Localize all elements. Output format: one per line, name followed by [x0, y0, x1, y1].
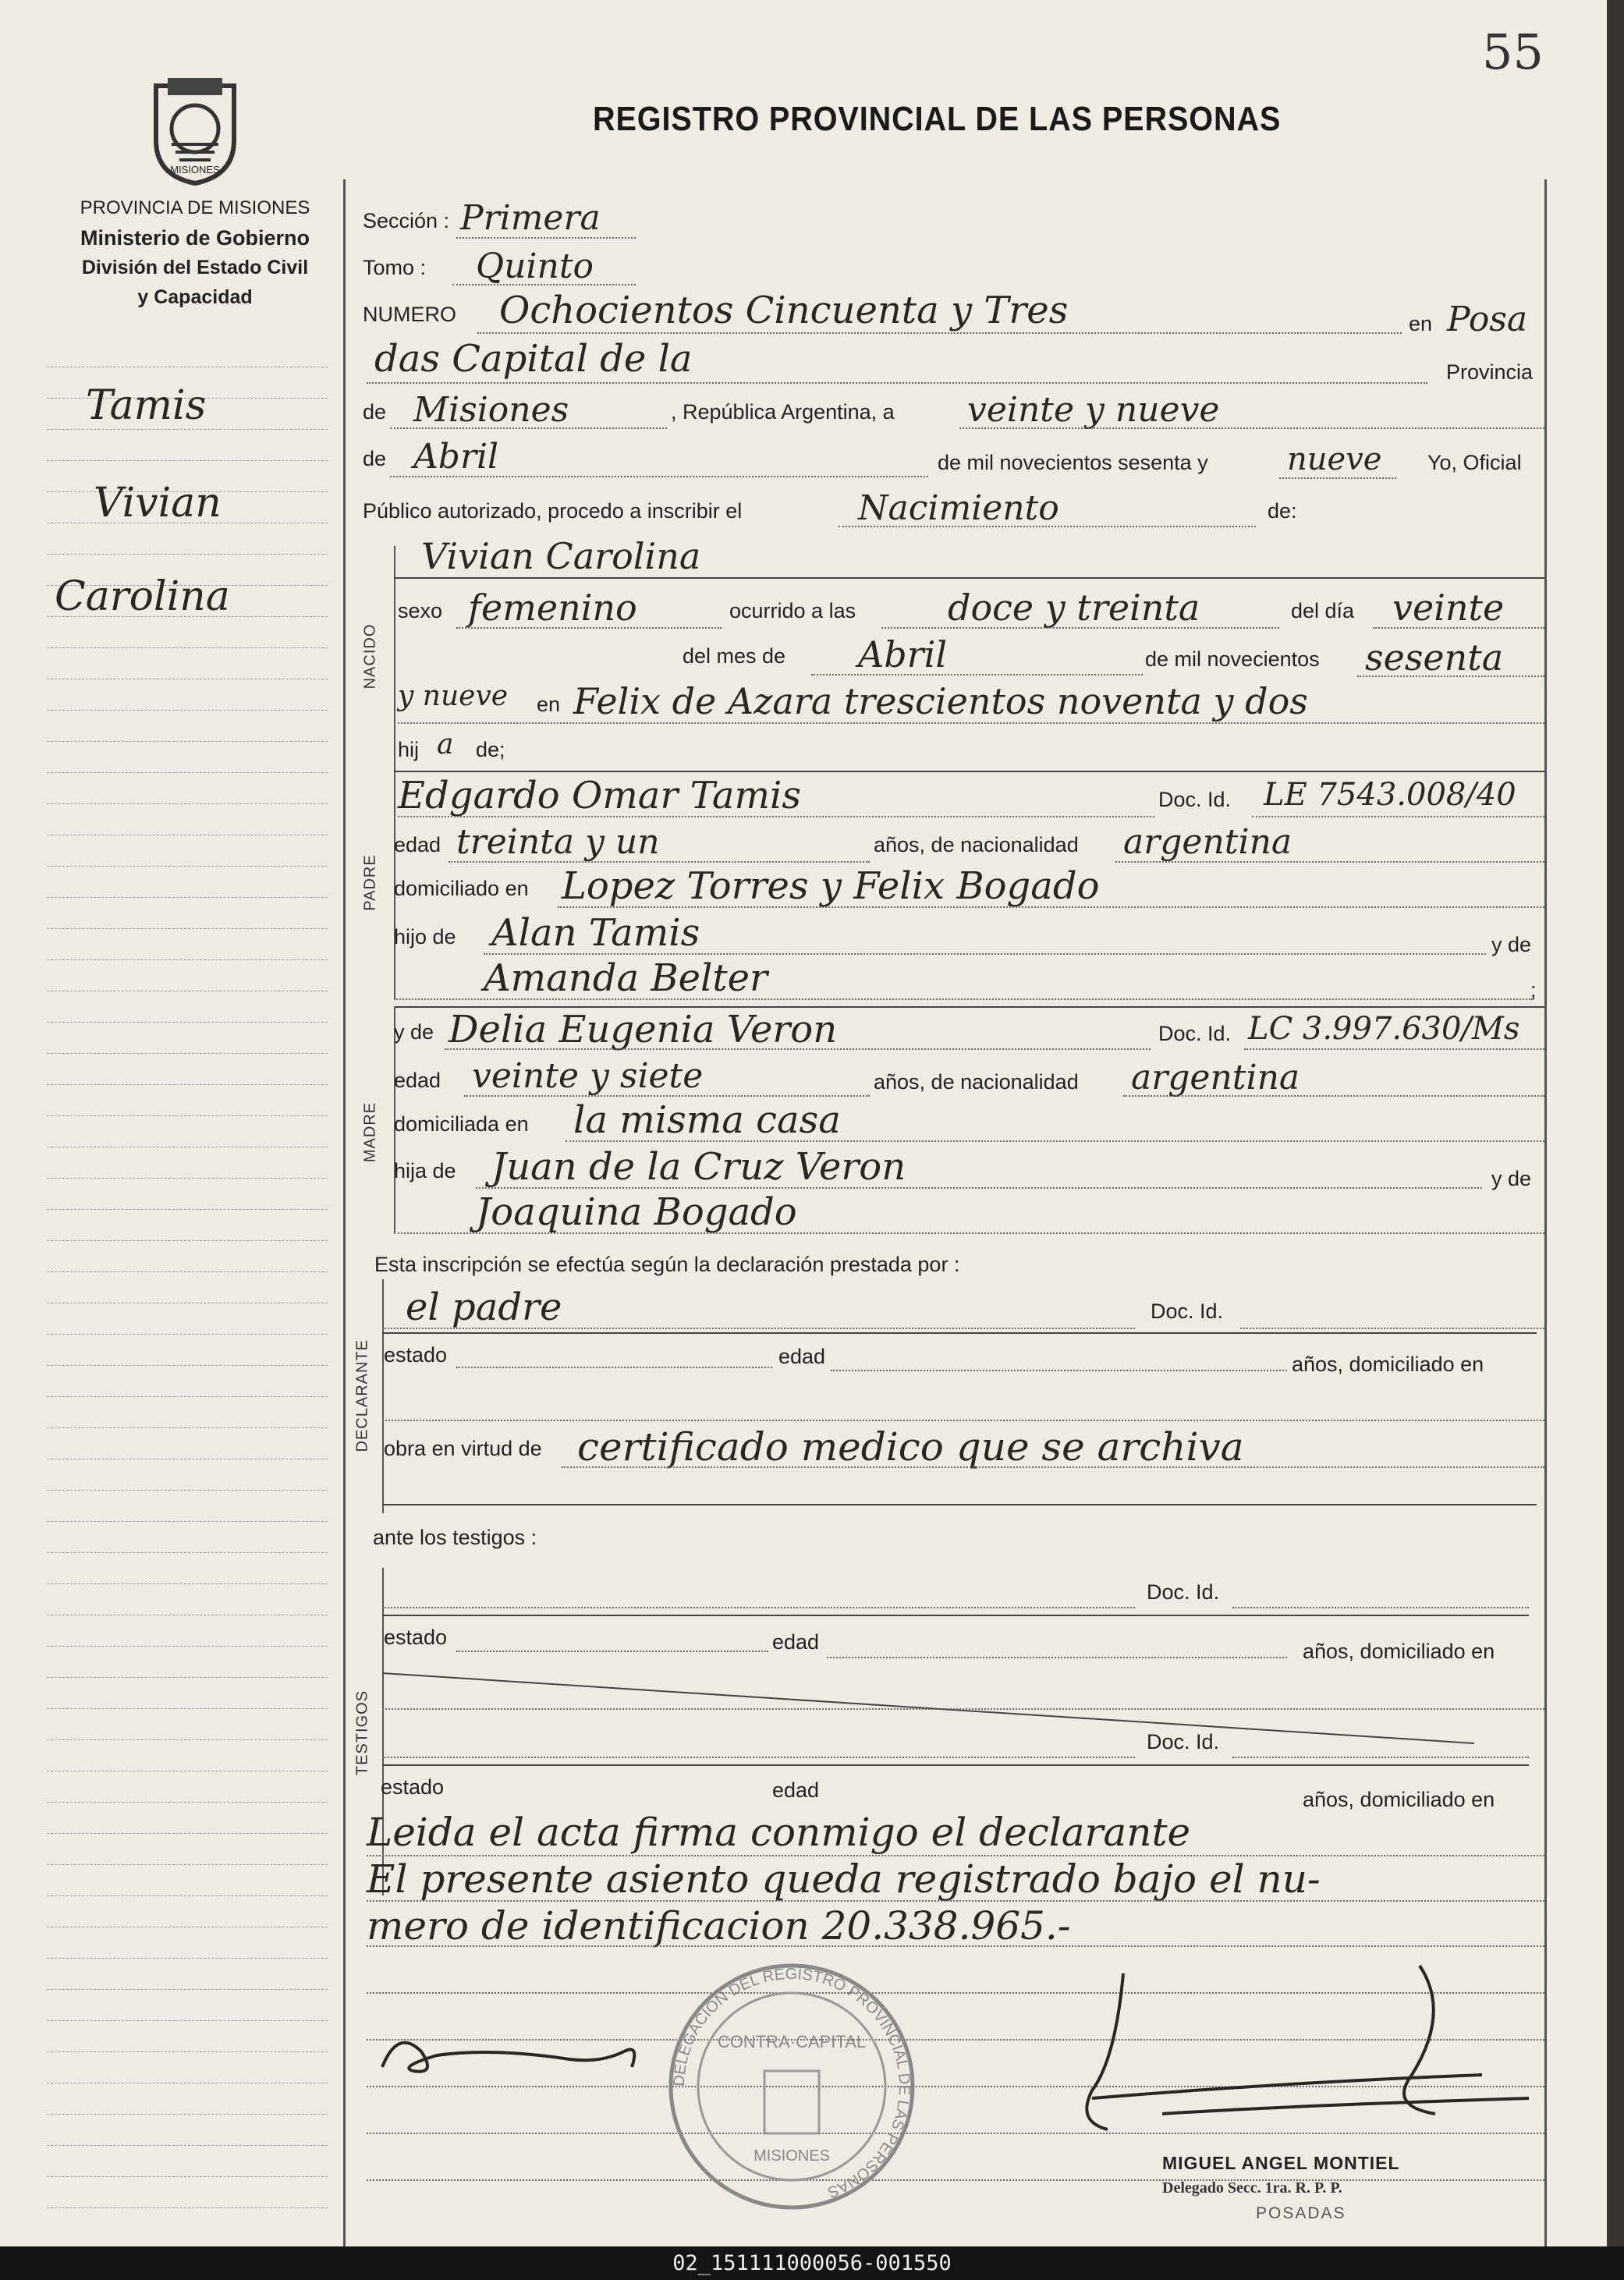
label-declarante-estado: estado	[384, 1343, 448, 1367]
label-testigo2-anos: años, domiciliado en	[1303, 1788, 1495, 1811]
label-y-de: y de	[394, 1020, 434, 1044]
margin-rule	[47, 1396, 328, 1397]
margin-rule	[47, 1646, 328, 1647]
label-hijo-de: hijo de	[394, 925, 456, 949]
margin-rule	[47, 1490, 328, 1491]
label-madre-nac: años, de nacionalidad	[874, 1070, 1079, 1094]
value-padre-nombre: Edgardo Omar Tamis	[398, 774, 802, 817]
margin-rule	[47, 1989, 328, 1990]
signatory-name: MIGUEL ANGEL MONTIEL	[1162, 2153, 1400, 2173]
margin-rule	[47, 710, 328, 711]
value-en: Posa	[1447, 300, 1528, 339]
margin-rule	[47, 647, 328, 648]
margin-rule	[47, 1895, 328, 1896]
label-madre-dom: domiciliada en	[394, 1112, 529, 1136]
margin-rule	[47, 1209, 328, 1210]
margin-rule	[47, 429, 328, 430]
label-declarante-anos: años, domiciliado en	[1292, 1353, 1484, 1376]
label-en-lugar: en	[537, 693, 561, 716]
issuer-line2: Ministerio de Gobierno	[80, 226, 310, 250]
margin-rule	[47, 1053, 328, 1054]
margin-rule	[47, 866, 328, 867]
label-ante: ante los testigos :	[373, 1526, 537, 1549]
value-madre-edad: veinte y siete	[472, 1056, 704, 1096]
stamp-center-text: CONTRA·CAPITAL	[717, 2032, 867, 2051]
label-inscripcion: Esta inscripción se efectúa según la declaración prestada por :	[374, 1253, 960, 1276]
label-seccion: Sección :	[363, 209, 450, 232]
value-padre-nac: argentina	[1123, 822, 1292, 862]
value-sexo: femenino	[468, 587, 637, 629]
section-padre	[343, 772, 395, 998]
issuer-line3: División del Estado Civil	[81, 257, 309, 278]
issuer-line4: y Capacidad	[137, 286, 253, 308]
value-mes: Abril	[858, 633, 948, 675]
label-declarante-edad: edad	[778, 1345, 826, 1368]
margin-rule	[47, 772, 328, 773]
value-declarante: el padre	[406, 1285, 562, 1329]
value-fecha-anio: nueve	[1287, 441, 1382, 477]
value-padre-madre: Amanda Belter	[484, 956, 768, 1000]
margin-rule	[47, 1334, 328, 1335]
margin-rule	[47, 1427, 328, 1428]
margin-rule	[47, 2145, 328, 2146]
section-madre	[343, 1006, 395, 1232]
margin-rule	[47, 1864, 328, 1865]
margin-rule	[47, 1739, 328, 1740]
tab-testigos: TESTIGOS	[353, 1690, 371, 1776]
stamp-bottom-text: MISIONES	[753, 2147, 830, 2165]
value-madre-dom: la misma casa	[573, 1098, 841, 1142]
issuer-block	[31, 193, 359, 312]
margin-rule	[47, 1677, 328, 1678]
label-testigo1-estado: estado	[384, 1626, 448, 1649]
margin-rule	[47, 1115, 328, 1116]
section-declarante	[343, 1279, 384, 1513]
margin-rule	[47, 803, 328, 804]
margin-rule	[47, 897, 328, 898]
tab-nacido: NACIDO	[361, 623, 379, 690]
note-line2: El presente asiento queda registrado bajo el nu-	[367, 1856, 1321, 1902]
value-tomo: Quinto	[476, 246, 594, 286]
label-yo-oficial: Yo, Oficial	[1427, 451, 1522, 474]
value-madre-madre: Joaquina Bogado	[476, 1190, 797, 1234]
document-sheet: 55 MISIONES PROVINCIA DE MISIONES Ministerio de Gobierno División del Estado Civil y Capacidad REGISTRO PROVINCIAL DE LAS PERSONAS Tamis Vivian Carolina Sección : Primera Tomo : Quinto NUMERO Ochocientos Cincuenta y Tres en Posa das Capital de la Provincia de Misiones , República Argentina, a veinte y nueve de Abril de mil novecientos sesenta y nueve Yo, Oficial Público autorizado, procedo a inscribir el Nacimiento de: NACIDO Vivian Carolina sexo femenino ocurrido a las doce y treinta del día veinte del mes de Abril de mil novecientos sesenta y nueve en Felix de Azara trescientos noventa y dos hij a de; PADRE Edgardo Omar Tamis Doc. Id. LE 7543.008/40 edad treinta y un años, de nacionalidad argentina domiciliado en Lopez Torres y Felix Bogado hijo de Alan Tamis y de Amanda Belter ; MADRE y de Delia Eugenia Veron Doc. Id. LC 3.997.630/Ms edad veinte y siete años, de nacionalidad argentina domiciliada en la misma casa hija de Juan de la Cruz Veron y de Joaquina Bogado Esta inscripción se efectúa según la declaración prestada por : DECLARANTE el padre Doc. Id. estado edad años, domiciliado en obra en virtud de certificado medico que se archiva ante los testigos : TESTIGOS Doc. Id. estado edad años, domiciliado en Doc. Id. estado edad años, domiciliado en Leida el acta firma conmigo el declarante El presente asiento queda registrado bajo el nu- mero de identificacion 20.338.965.- DELEGACION DEL REGISTRO PROVINCIAL DE LAS PERSONAS CONTRA·CAPITAL MISIONES MIGUEL ANGEL MONTIEL Delegado Secc. 1ra. R. P. P. POSADAS	[0, 0, 1607, 2246]
margin-firstname: Vivian	[94, 480, 222, 527]
crest-text: MISIONES	[170, 164, 220, 176]
value-padre-dom: Lopez Torres y Felix Bogado	[562, 864, 1100, 908]
label-de-mil: de mil novecientos	[1145, 647, 1320, 671]
label-de2: de	[363, 447, 387, 470]
right-border	[1544, 179, 1547, 2246]
label-testigo1-edad: edad	[772, 1630, 820, 1654]
note-line3: mero de identificacion 20.338.965.-	[367, 1903, 1071, 1948]
value-nombre: Vivian Carolina	[421, 535, 701, 577]
label-padre-yde: y de	[1491, 933, 1532, 956]
value-provincia: Misiones	[413, 390, 569, 430]
margin-rule	[47, 1958, 328, 1959]
label-testigo1-doc: Doc. Id.	[1147, 1580, 1220, 1604]
page-title: REGISTRO PROVINCIAL DE LAS PERSONAS	[593, 100, 1282, 138]
signatory-role: Delegado Secc. 1ra. R. P. P.	[1162, 2179, 1342, 2197]
margin-rule	[47, 2176, 328, 2177]
margin-rule	[47, 1708, 328, 1709]
margin-rule	[47, 928, 328, 929]
margin-rule	[47, 2207, 328, 2208]
label-padre-dom: domiciliado en	[394, 877, 529, 900]
value-lugar: Felix de Azara trescientos noventa y dos	[573, 680, 1308, 722]
value-anio: sesenta	[1365, 636, 1504, 679]
official-signature	[1045, 1950, 1544, 2153]
margin-rule	[47, 1802, 328, 1803]
value-fecha-dia: veinte y nueve	[967, 390, 1220, 430]
crest-icon	[140, 70, 250, 187]
label-madre-doc: Doc. Id.	[1158, 1022, 1232, 1045]
label-padre-doc: Doc. Id.	[1158, 788, 1232, 811]
label-publico: Público autorizado, procedo a inscribir el	[363, 499, 743, 523]
value-madre-nac: argentina	[1131, 1058, 1300, 1097]
label-provincia: Provincia	[1446, 360, 1534, 384]
label-sexo: sexo	[398, 599, 443, 622]
tab-declarante: DECLARANTE	[353, 1339, 371, 1452]
label-testigo2-estado: estado	[381, 1775, 445, 1799]
margin-rule	[47, 1521, 328, 1522]
strike-line	[382, 1654, 1474, 1747]
tab-madre: MADRE	[361, 1101, 379, 1163]
margin-rule	[47, 1365, 328, 1366]
label-testigo1-anos: años, domiciliado en	[1303, 1640, 1495, 1663]
label-padre-nac: años, de nacionalidad	[874, 833, 1079, 856]
margin-rule	[47, 1022, 328, 1023]
stamp-ring-text: DELEGACION DEL REGISTRO PROVINCIAL DE LAS PERSONAS	[670, 1965, 913, 2201]
margin-rule	[47, 1084, 328, 1085]
margin-rule	[47, 2020, 328, 2021]
margin-rule	[47, 554, 328, 555]
margin-middlename: Carolina	[55, 573, 230, 620]
label-numero: NUMERO	[363, 303, 456, 326]
label-en: en	[1409, 312, 1433, 335]
label-de-mil-sesenta: de mil novecientos sesenta y	[938, 451, 1208, 474]
tab-padre: PADRE	[361, 854, 379, 911]
label-hija-de: hija de	[394, 1159, 456, 1183]
label-testigo2-edad: edad	[772, 1778, 820, 1802]
issuer-line1: PROVINCIA DE MISIONES	[80, 197, 310, 218]
margin-rule	[47, 959, 328, 960]
value-numero: Ochocientos Cincuenta y Tres	[499, 289, 1069, 332]
note-line1: Leida el acta firma conmigo el declarante	[367, 1810, 1191, 1855]
label-ocurrido: ocurrido a las	[729, 599, 856, 622]
margin-rule	[47, 1240, 328, 1241]
value-acto: Nacimiento	[858, 488, 1059, 528]
value-dia: veinte	[1392, 587, 1505, 629]
value-padre-doc: LE 7543.008/40	[1264, 777, 1516, 813]
value-padre-padre: Alan Tamis	[491, 911, 700, 955]
label-padre-edad: edad	[394, 833, 441, 856]
label-declarante-doc: Doc. Id.	[1151, 1300, 1224, 1323]
value-madre-doc: LC 3.997.630/Ms	[1248, 1011, 1520, 1047]
margin-rule	[47, 1583, 328, 1584]
label-de-colon: de:	[1268, 499, 1297, 523]
value-madre-padre: Juan de la Cruz Veron	[491, 1145, 906, 1189]
official-stamp	[663, 1958, 920, 2215]
margin-rule	[47, 1271, 328, 1272]
label-hijo: hij	[398, 738, 420, 761]
value-en-cont: das Capital de la	[374, 337, 693, 381]
label-testigo2-doc: Doc. Id.	[1147, 1730, 1220, 1753]
value-obra: certificado medico que se archiva	[577, 1424, 1244, 1470]
label-madre-edad: edad	[394, 1069, 441, 1092]
label-de-semicolon: de;	[476, 738, 505, 761]
label-obra: obra en virtud de	[384, 1437, 542, 1460]
label-republica: , República Argentina, a	[671, 400, 895, 424]
section-nacido	[343, 546, 395, 776]
value-seccion: Primera	[460, 198, 601, 238]
margin-surname: Tamis	[86, 382, 207, 429]
label-tomo: Tomo :	[363, 256, 427, 279]
margin-rule	[47, 1178, 328, 1179]
page-number: 55	[1482, 23, 1544, 80]
value-hijo-suffix: a	[437, 729, 454, 761]
value-fecha-mes: Abril	[413, 437, 499, 477]
label-madre-yde: y de	[1491, 1167, 1532, 1190]
label-del-dia: del día	[1291, 599, 1355, 622]
margin-rule	[47, 2114, 328, 2115]
value-padre-edad: treinta y un	[456, 822, 660, 862]
declarant-signature	[367, 2012, 694, 2098]
margin-rule	[47, 460, 328, 461]
value-hora: doce y treinta	[948, 587, 1200, 629]
value-madre-nombre: Delia Eugenia Veron	[449, 1008, 838, 1051]
signatory-city: POSADAS	[1256, 2204, 1346, 2222]
scan-filename: 02_151111000056-001550	[0, 2246, 1624, 2280]
label-del-mes: del mes de	[683, 644, 786, 668]
margin-rule	[47, 741, 328, 742]
label-de1: de	[363, 400, 387, 424]
margin-rule	[47, 2051, 328, 2052]
margin-rule	[47, 1552, 328, 1553]
value-anio-cont: y nueve	[398, 680, 509, 712]
margin-rule	[47, 1833, 328, 1834]
